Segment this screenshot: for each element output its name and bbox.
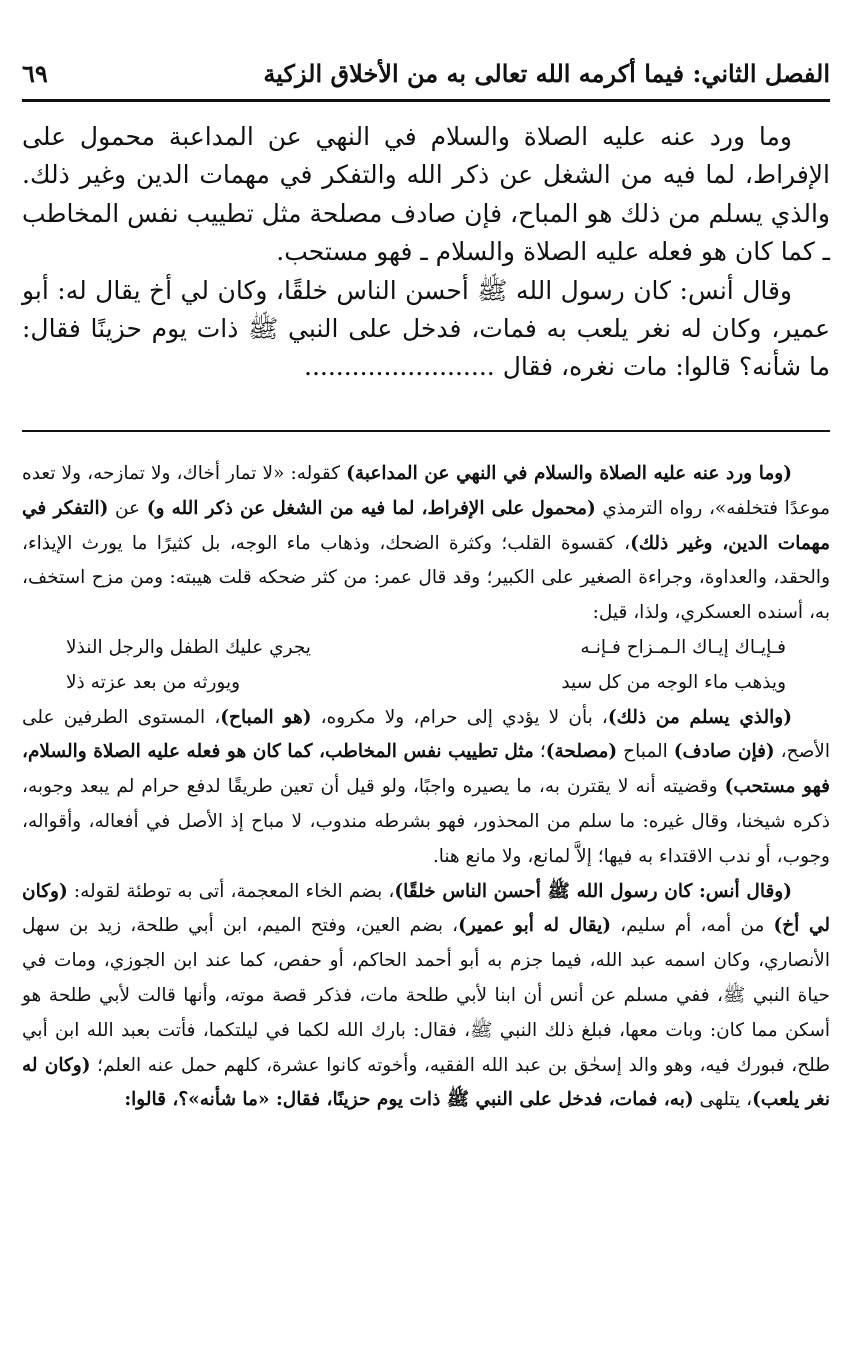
page-number: ٦٩ bbox=[22, 58, 48, 88]
commentary-text: ، المستوى الطرفين على الأصح، bbox=[22, 706, 830, 763]
quoted-text: (والذي يسلم من ذلك) bbox=[607, 706, 792, 728]
commentary-text: عن bbox=[108, 497, 147, 519]
quoted-text: (التفكر في مهمات الدين، وغير ذلك) bbox=[22, 497, 830, 554]
commentary-paragraph-2 bbox=[22, 701, 830, 875]
quoted-text: (وكان له نغر يلعب) bbox=[22, 1054, 830, 1111]
commentary-paragraph-1 bbox=[22, 457, 830, 631]
commentary-text: ، يتلهى bbox=[693, 1089, 753, 1111]
commentary-text: من أمه، أم سليم، bbox=[611, 915, 774, 937]
quoted-text: (به، فمات، فدخل على النبي ﷺ ذات يوم حزينًا، فقال: «ما شأنه»؟، قالوا: bbox=[124, 1089, 694, 1111]
commentary-text: المباح bbox=[617, 741, 674, 763]
header-rule bbox=[22, 99, 830, 102]
commentary-text: ، بأن لا يؤدي إلى حرام، ولا مكروه، bbox=[311, 706, 608, 728]
poem-verse-2 bbox=[22, 666, 830, 701]
running-header bbox=[22, 50, 830, 96]
commentary-text: ، بضم العين، وفتح الميم، ابن أبي طلحة، زيد بن سهل الأنصاري، وكان اسمه عبد الله، فيما جزم به أبو أحمد الحاكم، أو حفص، كما عند ابن الجوزي، ومات في حياة النبي ﷺ، ففي مسلم عن أنس أن ابنا لأبي طلحة مات، فذكر قصة موته، وأنها قالت لأبي طلحة هو أسكن مما كان: وبات معها، فبلغ ذلك النبي ﷺ، فقال: بارك الله لكما في ليلتكما، فأتت بعبد الله ابن أبي طلح، فبورك فيه، وهو والد إسحٰق بن عبد الله الفقيه، وأخوته كانوا عشرة، كلهم حمل عنه العلم؛ bbox=[22, 915, 830, 1076]
chapter-title: الفصل الثاني: فيما أكرمه الله تعالى به من الأخلاق الزكية bbox=[263, 58, 830, 88]
quoted-text: (هو المباح) bbox=[220, 706, 312, 728]
commentary-text: ، بضم الخاء المعجمة، أتى به توطئة لقوله: bbox=[67, 880, 395, 902]
commentary bbox=[22, 457, 830, 1118]
commentary-text: وقضيته أنه لا يقترن به، ما يصيره واجبًا، ولو قيل أن تعين طريقًا لدفع حرام لم يبعد وجوبه، ذكره شيخنا، وقال غيره: ما سلم من المحذور، فهو بشرطه مندوب، لا مباح إذ الأصل في أفعاله، وأقواله، وجوب، أو ندب الاقتداء به فيها؛ إلاَّ لمانع، ولا مانع هنا. bbox=[22, 776, 830, 867]
quoted-text: (مصلحة) bbox=[545, 741, 618, 763]
quoted-text: (فإن صادف) bbox=[673, 741, 775, 763]
commentary-separator bbox=[22, 430, 830, 432]
main-paragraph-2-text: وقال أنس: كان رسول الله ﷺ أحسن الناس خلقًا، وكان لي أخ يقال له: أبو عمير، وكان له نغر يلعب به فمات، فدخل على النبي ﷺ ذات يوم حزينًا فقال: ما شأنه؟ قالوا: مات نغره، فقال bbox=[22, 275, 830, 382]
main-paragraph-1: وما ورد عنه عليه الصلاة والسلام في النهي عن المداعبة محمول على الإفراط، لما فيه من الشغل عن ذكر الله والتفكر في مهمات الدين وغير ذلك. والذي يسلم من ذلك هو المباح، فإن صادف مصلحة مثل تطييب نفس المخاطب ـ كما كان هو فعله عليه الصلاة والسلام ـ فهو مستحب. bbox=[22, 122, 830, 267]
commentary-text: كقوله: «لا تمار أخاك، ولا تمازحه، ولا تعده موعدًا فتخلفه»، رواه الترمذي bbox=[22, 463, 830, 519]
poem-verse-1 bbox=[22, 631, 830, 666]
verse-second-half: يجري عليك الطفل والرجل النذلا bbox=[66, 636, 311, 658]
main-paragraph-2 bbox=[22, 272, 830, 387]
quoted-text: (يقال له أبو عمير) bbox=[458, 915, 612, 937]
verse-second-half: ويورثه من بعد عزته ذلا bbox=[66, 671, 241, 693]
commentary-text: ، كقسوة القلب؛ وكثرة الضحك، وذهاب ماء الوجه، بل كثيرًا ما يورث الإيذاء، والحقد، والعداوة، وجراءة الصغير على الكبير؛ وقد قال عمر: من كثر ضحكه قلت هيبته: ومن مزح استخف، به، أسنده العسكري، ولذا، قيل: bbox=[22, 532, 830, 624]
commentary-paragraph-3 bbox=[22, 875, 830, 1119]
quoted-text: (وما ورد عنه عليه الصلاة والسلام في النهي عن المداعبة) bbox=[346, 463, 792, 484]
quoted-text: (وكان لي أخ) bbox=[22, 880, 831, 937]
verse-first-half: فـإيـاك إيـاك الـمـزاح فـإنـه bbox=[580, 636, 786, 658]
quoted-text: (محمول على الإفراط، لما فيه من الشغل عن ذكر الله و) bbox=[146, 497, 596, 519]
commentary-text: ؛ bbox=[533, 741, 546, 763]
continuation-dots: ........................ bbox=[304, 352, 495, 382]
quoted-text: مثل تطييب نفس المخاطب، كما كان هو فعله عليه الصلاة والسلام، فهو مستحب) bbox=[22, 741, 830, 798]
main-text bbox=[22, 118, 830, 387]
verse-first-half: ويذهب ماء الوجه من كل سيد bbox=[561, 671, 786, 693]
quoted-text: (وقال أنس: كان رسول الله ﷺ أحسن الناس خلقًا) bbox=[394, 880, 792, 902]
